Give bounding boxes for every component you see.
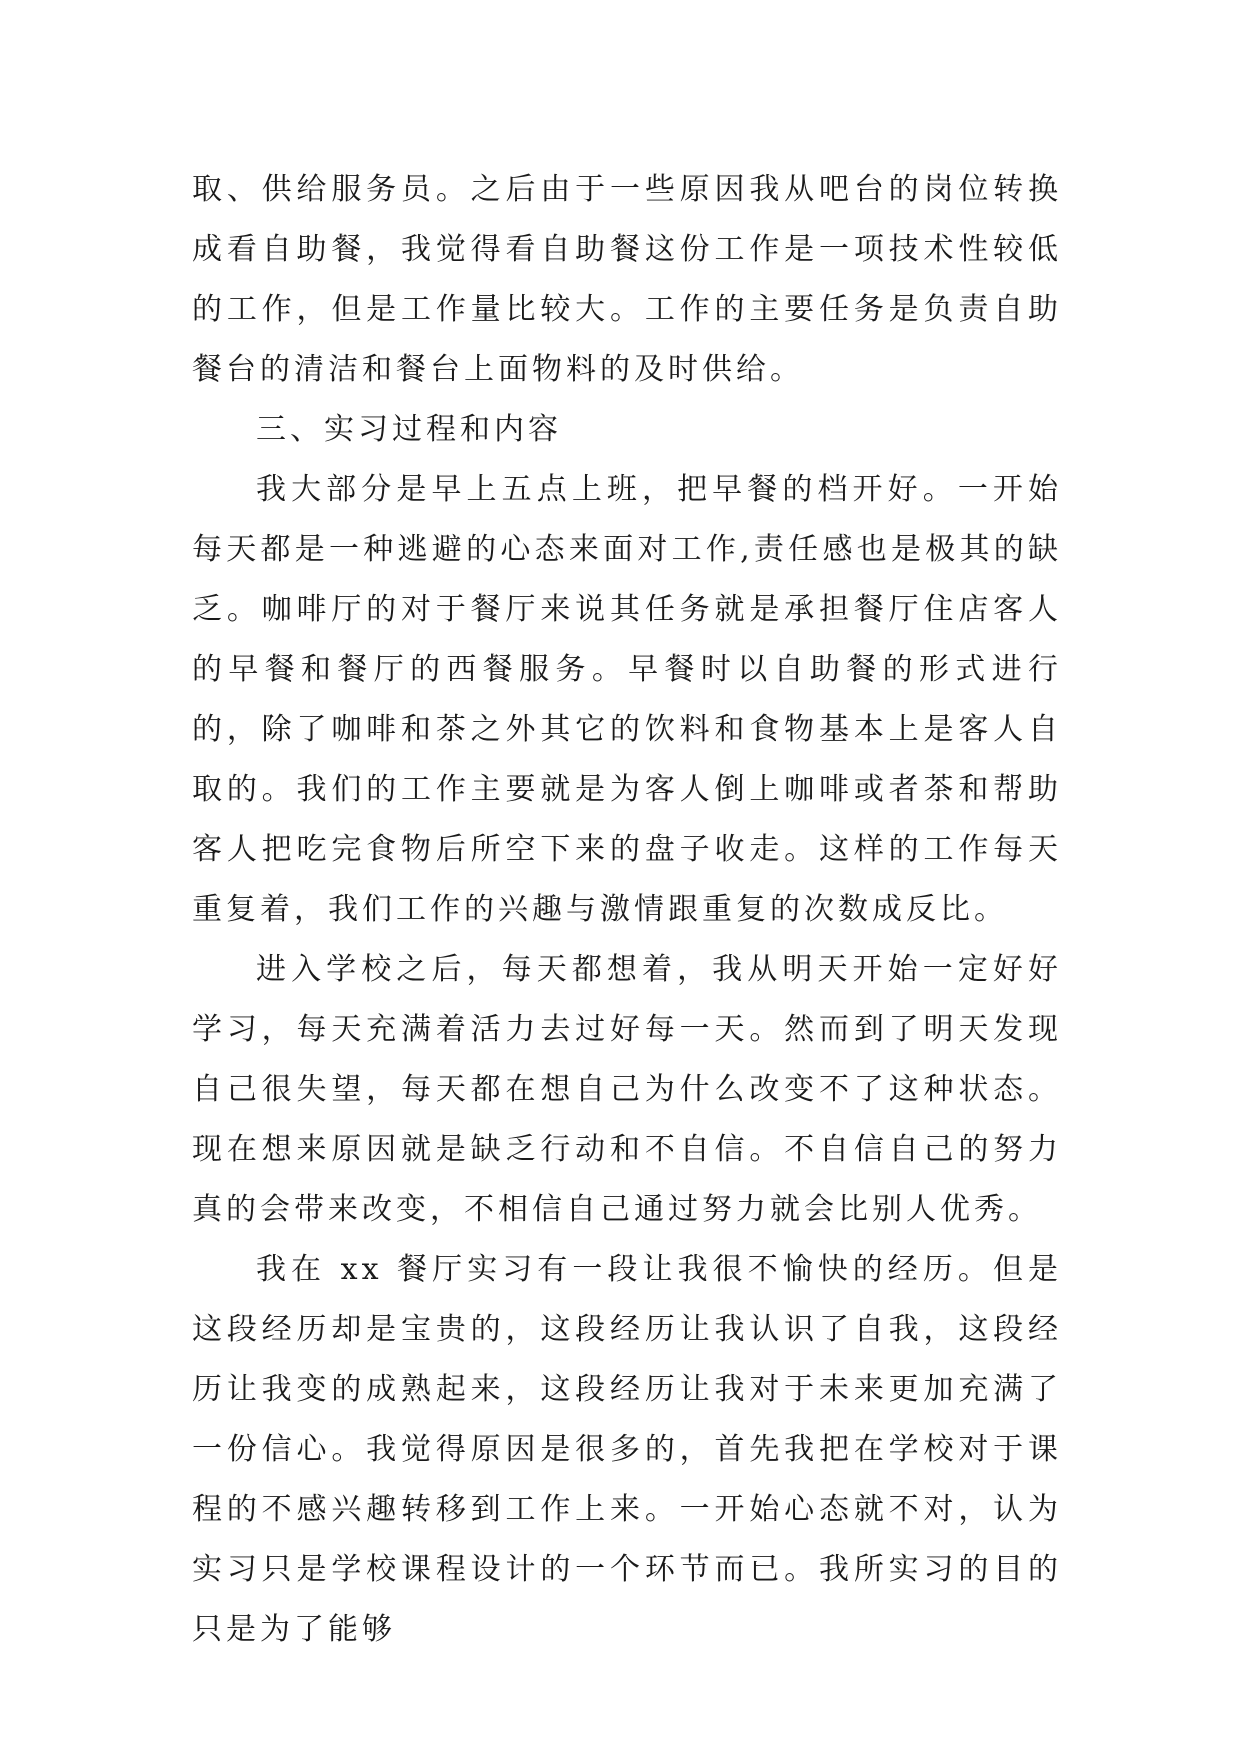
paragraph-continuation: 取、供给服务员。之后由于一些原因我从吧台的岗位转换成看自助餐，我觉得看自助餐这份工作是一项技术性较低的工作，但是工作量比较大。工作的主要任务是负责自助餐台的清洁和餐台上面物料的及时供给。 <box>192 172 1062 387</box>
paragraph: 进入学校之后，每天都想着，我从明天开始一定好好学习，每天充满着活力去过好每一天。然而到了明天发现自己很失望，每天都在想自己为什么改变不了这种状态。现在想来原因就是缺乏行动和不自信。不自信自己的努力真的会带来改变，不相信自己通过努力就会比别人优秀。 <box>192 952 1062 1227</box>
document-body <box>192 160 1062 1660</box>
paragraph: 我在 xx 餐厅实习有一段让我很不愉快的经历。但是这段经历却是宝贵的，这段经历让我认识了自我，这段经历让我变的成熟起来，这段经历让我对于未来更加充满了一份信心。我觉得原因是很多的，首先我把在学校对于课程的不感兴趣转移到工作上来。一开始心态就不对，认为实习只是学校课程设计的一个环节而已。我所实习的目的只是为了能够 <box>192 1252 1062 1647</box>
section-heading: 三、实习过程和内容 <box>256 412 562 447</box>
paragraph: 我大部分是早上五点上班，把早餐的档开好。一开始每天都是一种逃避的心态来面对工作,责任感也是极其的缺乏。咖啡厅的对于餐厅来说其任务就是承担餐厅住店客人的早餐和餐厅的西餐服务。早餐时以自助餐的形式进行的，除了咖啡和茶之外其它的饮料和食物基本上是客人自取的。我们的工作主要就是为客人倒上咖啡或者茶和帮助客人把吃完食物后所空下来的盘子收走。这样的工作每天重复着，我们工作的兴趣与激情跟重复的次数成反比。 <box>192 472 1062 927</box>
